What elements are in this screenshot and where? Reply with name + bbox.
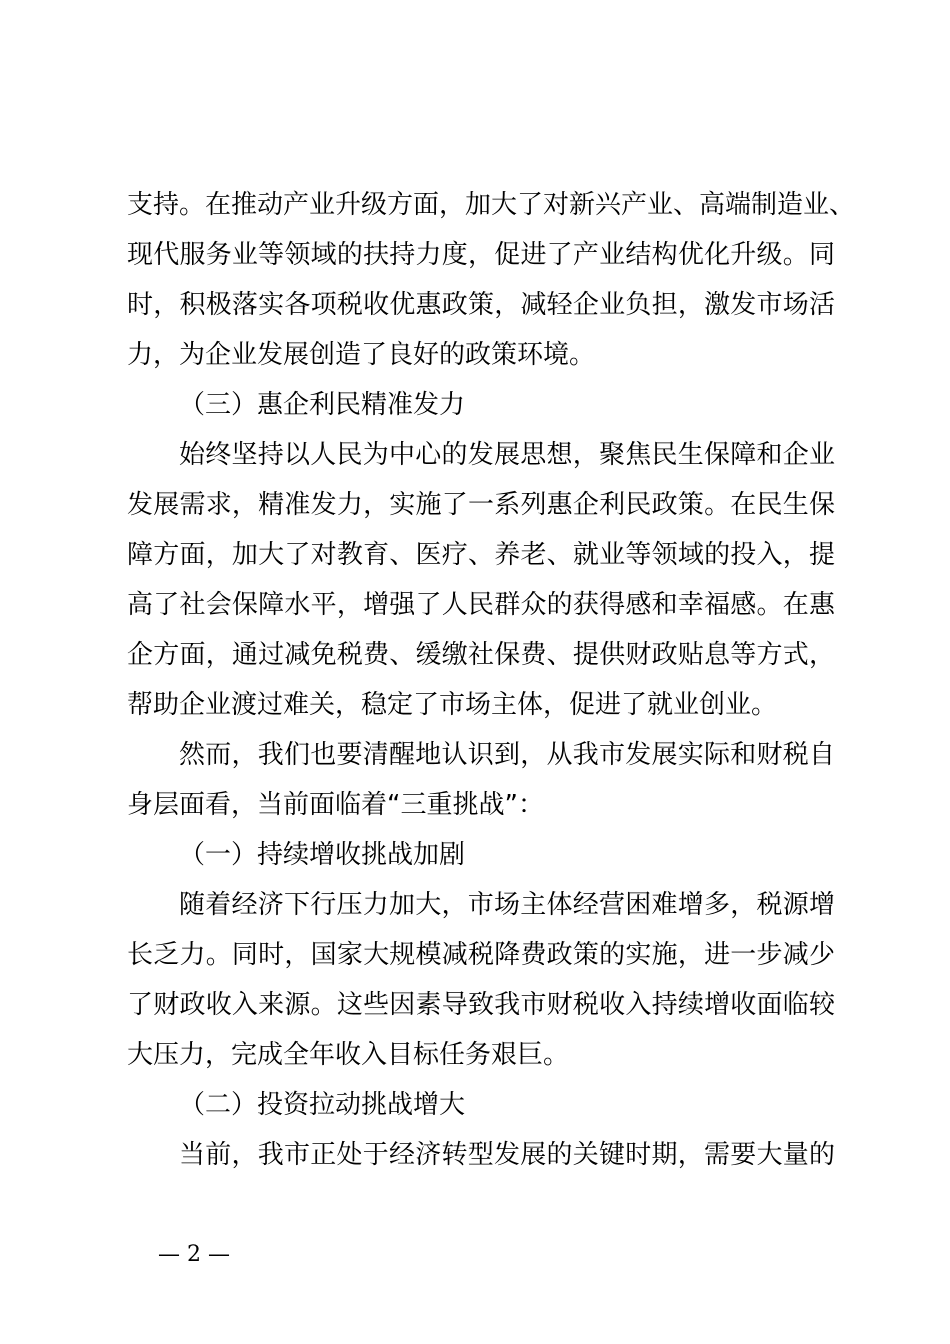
paragraph-line: 大压力，完成全年收入目标任务艰巨。 (127, 1040, 570, 1070)
paragraph-line: 企方面，通过减免税费、缓缴社保费、提供财政贴息等方式， (127, 640, 835, 670)
section-heading: （一）持续增收挑战加剧 (179, 840, 466, 870)
paragraph-line: 障方面，加大了对教育、医疗、养老、就业等领域的投入，提 (127, 540, 835, 570)
page-number: — 2 — (158, 1242, 230, 1267)
paragraph-line: 当前，我市正处于经济转型发展的关键时期，需要大量的 (179, 1140, 835, 1170)
paragraph-line: 随着经济下行压力加大，市场主体经营困难增多，税源增 (179, 890, 835, 920)
paragraph-line: 身层面看，当前面临着“三重挑战”： (127, 790, 544, 820)
paragraph-line: 了财政收入来源。这些因素导致我市财税收入持续增收面临较 (127, 990, 835, 1020)
paragraph-line: 支持。在推动产业升级方面，加大了对新兴产业、高端制造业、 (127, 190, 856, 220)
paragraph-line: 力，为企业发展创造了良好的政策环境。 (127, 340, 596, 370)
section-heading: （三）惠企利民精准发力 (179, 390, 466, 420)
paragraph-line: 然而，我们也要清醒地认识到，从我市发展实际和财税自 (179, 740, 835, 770)
paragraph-line: 高了社会保障水平，增强了人民群众的获得感和幸福感。在惠 (127, 590, 835, 620)
paragraph-line: 长乏力。同时，国家大规模减税降费政策的实施，进一步减少 (127, 940, 835, 970)
paragraph-line: 始终坚持以人民为中心的发展思想，聚焦民生保障和企业 (179, 440, 835, 470)
section-heading: （二）投资拉动挑战增大 (179, 1090, 466, 1120)
paragraph-line: 时，积极落实各项税收优惠政策，减轻企业负担，激发市场活 (127, 290, 835, 320)
paragraph-line: 现代服务业等领域的扶持力度，促进了产业结构优化升级。同 (127, 240, 835, 270)
paragraph-line: 帮助企业渡过难关，稳定了市场主体，促进了就业创业。 (127, 690, 778, 720)
paragraph-line: 发展需求，精准发力，实施了一系列惠企利民政策。在民生保 (127, 490, 835, 520)
body-text (127, 180, 856, 1180)
